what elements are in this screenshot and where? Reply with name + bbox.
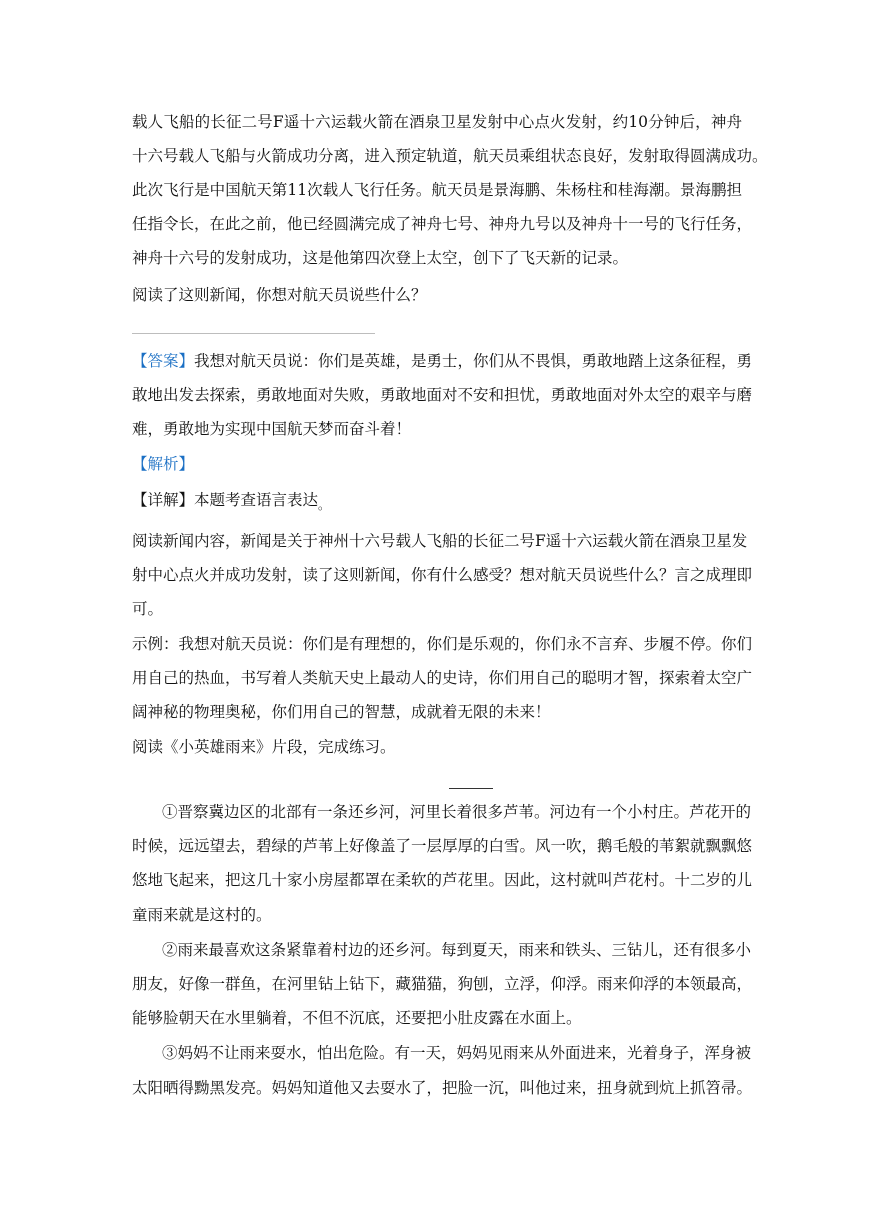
news-line: 此次飞行是中国航天第11次载人飞行任务。航天员是景海鹏、朱杨柱和桂海潮。景海鹏担 <box>132 181 742 199</box>
passage-line: 朋友，好像一群鱼，在河里钻上钻下，藏猫猫，狗刨，立浮，仰浮。雨来仰浮的本领最高， <box>132 975 753 993</box>
news-line: 任指令长，在此之前，他已经圆满完成了神舟七号、神舟九号以及神舟十一号的飞行任务， <box>132 215 753 233</box>
answer-text: 我想对航天员说：你们是英雄，是勇士，你们从不畏惧，勇敢地踏上这条征程，勇 <box>194 352 753 370</box>
detail-text: 本题考查语言表达 <box>194 491 319 509</box>
detail-line <box>132 489 742 516</box>
news-line: 载人飞船的长征二号F遥十六运载火箭在酒泉卫星发射中心点火发射，约10分钟后，神舟 <box>132 113 742 131</box>
answer-line: 敢地出发去探索，勇敢地面对失败，勇敢地面对不安和担忧，勇敢地面对外太空的艰辛与磨 <box>132 386 753 404</box>
example-line: 示例：我想对航天员说：你们是有理想的，你们是乐观的，你们永不言弃、步履不停。你们 <box>132 635 753 653</box>
analysis-line: 阅读新闻内容，新闻是关于神州十六号载人飞船的长征二号F遥十六运载火箭在酒泉卫星发 <box>132 532 748 550</box>
passage-line: ①晋察冀边区的北部有一条还乡河，河里长着很多芦苇。河边有一个小村庄。芦花开的 <box>162 803 752 821</box>
answer-line <box>132 350 753 372</box>
passage-line: ②雨来最喜欢这条紧靠着村边的还乡河。每到夏天，雨来和铁头、三钻儿，还有很多小 <box>162 941 752 959</box>
analysis-line: 射中心点火并成功发射，读了这则新闻，你有什么感受？想对航天员说些什么？言之成理即 <box>132 566 753 584</box>
passage-line: 时候，远远望去，碧绿的芦苇上好像盖了一层厚厚的白雪。风一吹，鹅毛般的苇絮就飘飘悠 <box>132 837 753 855</box>
analysis-line: 可。 <box>132 600 164 618</box>
detail-end: 。 <box>318 498 331 512</box>
detail-tag: 【详解】 <box>132 491 195 509</box>
example-line: 阔神秘的物理奥秘，你们用自己的智慧，成就着无限的未来！ <box>132 703 551 721</box>
question-text: 阅读了这则新闻，你想对航天员说些什么？ <box>132 286 427 304</box>
news-line: 神舟十六号的发射成功，这是他第四次登上太空，创下了飞天新的记录。 <box>132 249 629 267</box>
analysis-tag: 【解析】 <box>132 455 195 473</box>
passage-line: ③妈妈不让雨来耍水，怕出危险。有一天，妈妈见雨来从外面进来，光着身子，浑身被 <box>162 1044 752 1062</box>
answer-line: 难，勇敢地为实现中国航天梦而奋斗着！ <box>132 420 412 438</box>
passage-line: 悠地飞起来，把这几十家小房屋都罩在柔软的芦花里。因此，这村就叫芦花村。十二岁的儿 <box>132 871 753 889</box>
passage-line: 能够脸朝天在水里躺着，不但不沉底，还要把小肚皮露在水面上。 <box>132 1009 582 1027</box>
answer-tag: 【答案】 <box>132 352 195 370</box>
next-question-intro: 阅读《小英雄雨来》片段，完成练习。 <box>132 738 396 756</box>
section-divider <box>132 333 375 334</box>
passage-line: 太阳晒得黝黑发亮。妈妈知道他又去耍水了，把脸一沉，叫他过来，扭身就到炕上抓笤帚。 <box>132 1079 753 1097</box>
passage-divider <box>449 788 493 789</box>
news-line: 十六号载人飞船与火箭成功分离，进入预定轨道，航天员乘组状态良好，发射取得圆满成功。 <box>132 147 768 165</box>
example-line: 用自己的热血，书写着人类航天史上最动人的史诗，你们用自己的聪明才智，探索着太空广 <box>132 669 753 687</box>
passage-line: 童雨来就是这村的。 <box>132 906 272 924</box>
